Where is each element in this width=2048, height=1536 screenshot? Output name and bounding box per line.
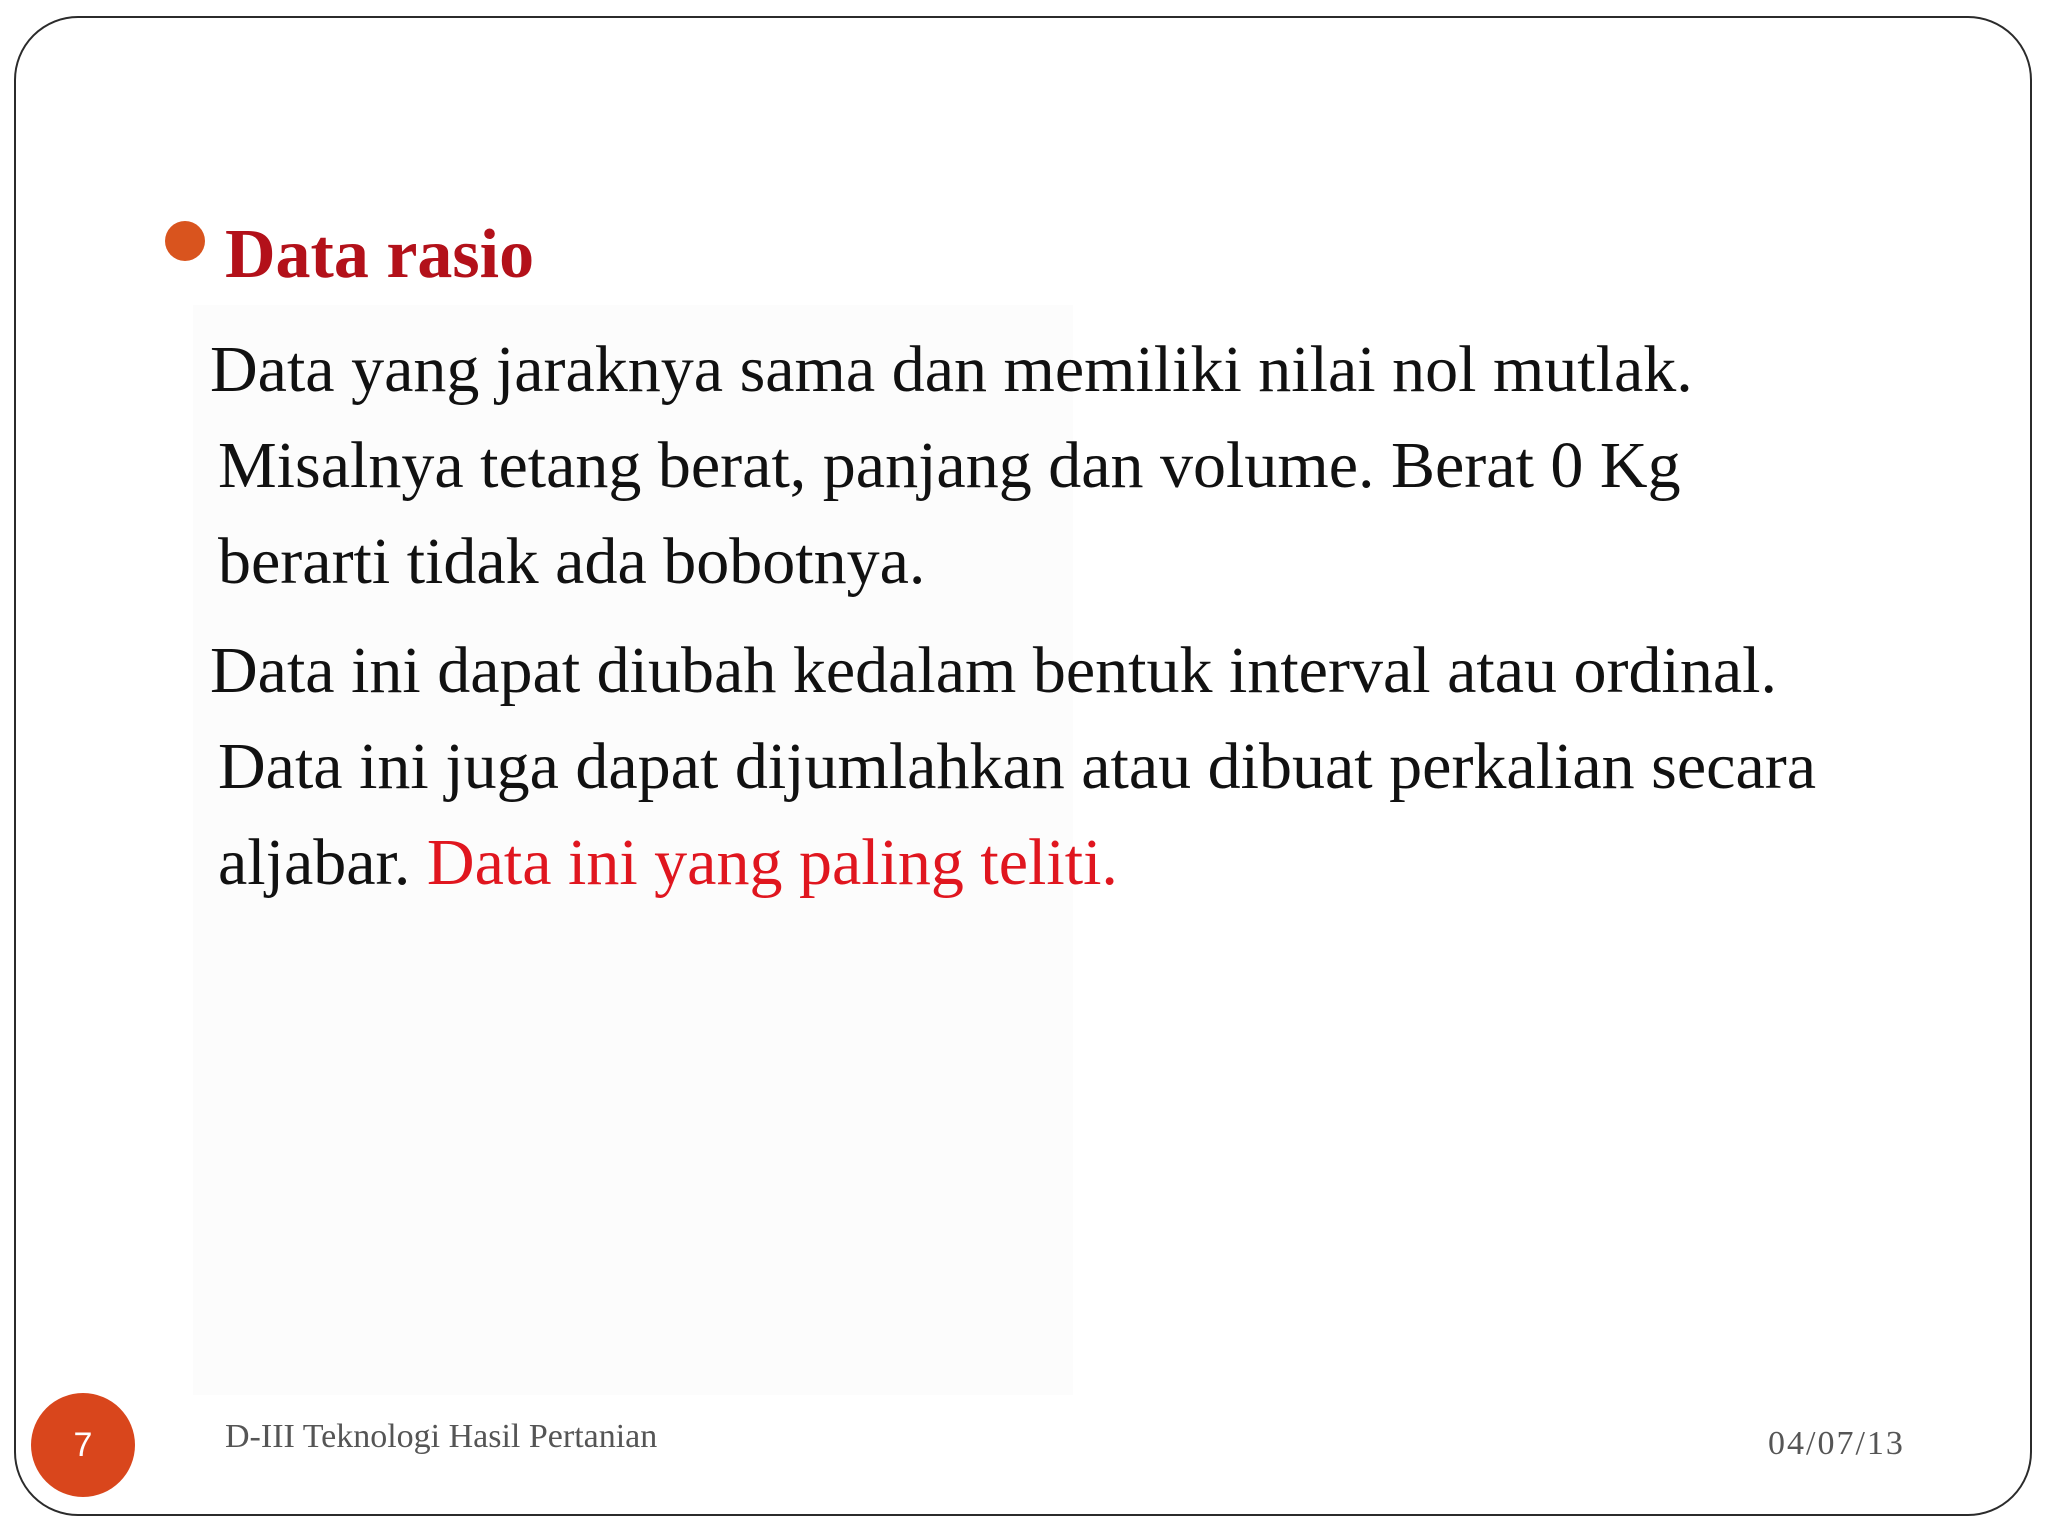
- footer-course-name: D-III Teknologi Hasil Pertanian: [225, 1418, 658, 1455]
- paragraph-2-line-3: [218, 815, 1950, 911]
- paragraph-2-line-3-text: aljabar.: [218, 826, 427, 899]
- paragraph-1-line-1: Data yang jaraknya sama dan memiliki nilai nol mutlak.: [210, 333, 1693, 406]
- paragraph-2-line-1: Data ini dapat diubah kedalam bentuk interval atau ordinal.: [210, 634, 1777, 707]
- slide-heading: Data rasio: [225, 216, 535, 293]
- paragraph-definition: [210, 322, 1950, 610]
- highlight-text: Data ini yang paling teliti.: [426, 826, 1118, 899]
- paragraph-2-line-2: Data ini juga dapat dijumlahkan atau dibuat perkalian secara: [218, 730, 1817, 803]
- footer-date: 04/07/13: [1768, 1425, 1905, 1462]
- paragraph-properties: [210, 623, 1950, 911]
- page-number-badge: [31, 1393, 135, 1497]
- paragraph-1-line-3: berarti tidak ada bobotnya.: [218, 525, 926, 598]
- paragraph-1-line-2: Misalnya tetang berat, panjang dan volume. Berat 0 Kg: [218, 429, 1681, 502]
- page-number: 7: [73, 1425, 93, 1464]
- bullet-dot-icon: [165, 221, 205, 261]
